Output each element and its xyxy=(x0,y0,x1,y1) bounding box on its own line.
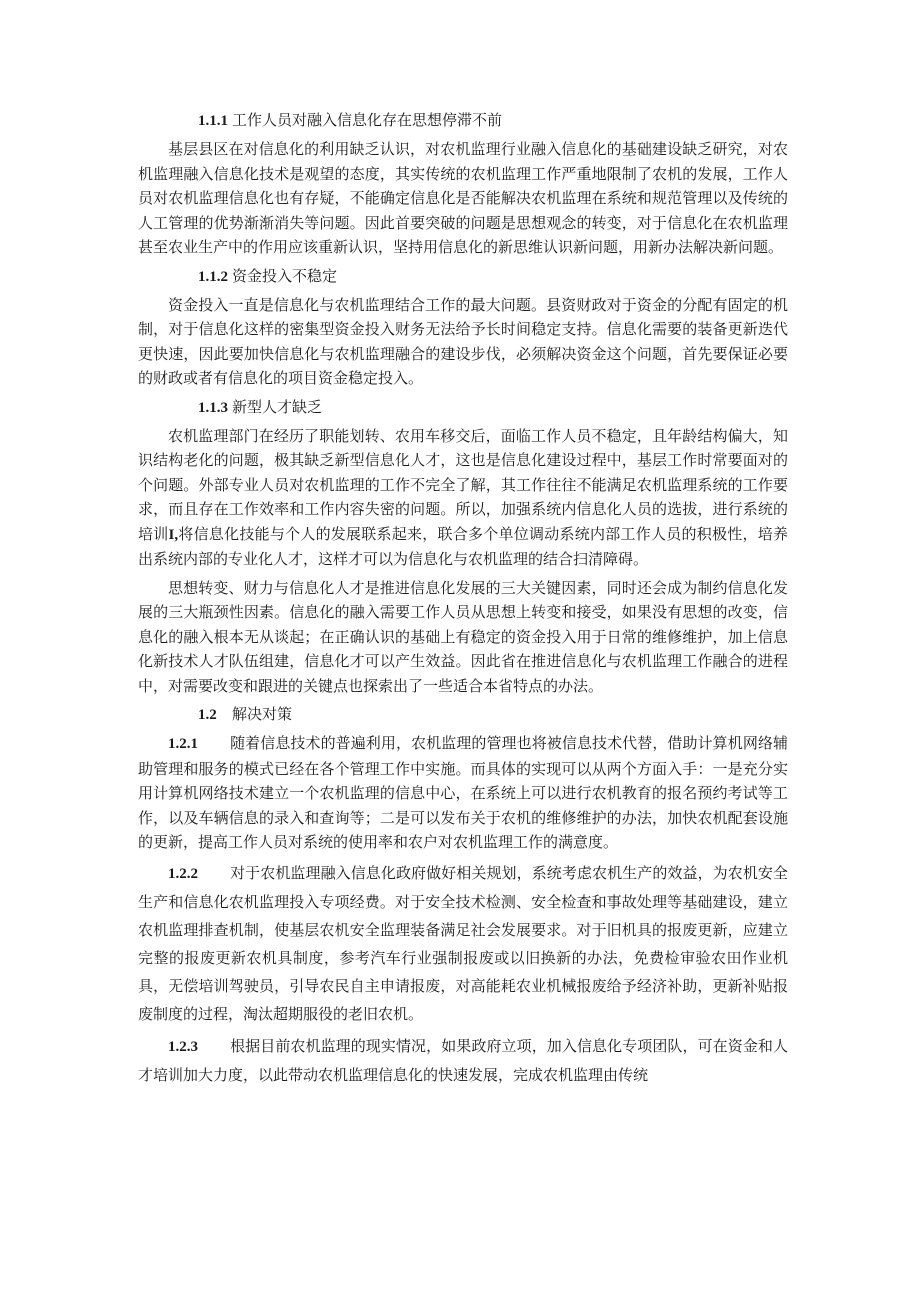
paragraph-text: 对于农机监理融入信息化政府做好相关规划，系统考虑农机生产的效益，为农机安全生产和信息化农机监理投入专项经费。对于安全技术检测、安全检查和事故处理等基础建设，建立农机监理排查机制，使基层农机安全监理装备满足社会发展要求。对于旧机具的报废更新，应建立完整的报废更新农机具制度，参考汽车行业强制报废或以旧换新的办法，免费检审验农田作业机具，无偿培训驾驶员，引导农民自主申请报废，对高能耗农业机械报废给予经济补助，更新补贴报废制度的过程，淘汰超期服役的老旧农机。 xyxy=(138,863,788,1023)
section-heading-1-1-2 xyxy=(138,264,788,289)
section-number: 1.2.1 xyxy=(168,736,198,752)
section-number: 1.2 xyxy=(198,707,217,723)
paragraph-text: 根据目前农机监理的现实情况，如果政府立项，加入信息化专项团队，可在资金和人才培训加大力度，以此带动农机监理信息化的快速发展，完成农机监理由传统 xyxy=(138,1036,788,1084)
paragraph-text: 随着信息技术的普遍利用，农机监理的管理也将被信息技术代替，借助计算机网络辅助管理和服务的模式已经在各个管理工作中实施。而具体的实现可以从两个方面入手：一是充分实用计算机网络技术建立一个农机监理的信息中心，在系统上可以进行农机教育的报名预约考试等工作，以及车辆信息的录入和查询等；二是可以发布关于农机的维修维护的办法，加快农机配套设施的更新，提高工作人员对系统的使用率和农户对农机监理工作的满意度。 xyxy=(138,734,788,851)
section-number: 1.1.1 xyxy=(198,113,228,129)
paragraph-1-1-3 xyxy=(138,424,788,572)
section-number: 1.2.3 xyxy=(168,1038,198,1055)
paragraph-1-2-3 xyxy=(138,1032,788,1089)
paragraph-summary: 思想转变、财力与信息化人才是推进信息化发展的三大关键因素，同时还会成为制约信息化发展的三大瓶颈性因素。信息化的融入需要工作人员从思想上转变和接受，如果没有思想的改变，信息化的融入根本无从谈起；在正确认识的基础上有稳定的资金投入用于日常的维修维护，加上信息化新技术人才队伍组建，信息化才可以产生效益。因此省在推进信息化与农机监理工作融合的进程中，对需要改变和跟进的关键点也探索出了一些适合本省特点的办法。 xyxy=(138,578,788,695)
section-title: 新型人才缺乏 xyxy=(232,397,323,416)
section-heading-1-2 xyxy=(138,702,788,727)
paragraph-1-2-2 xyxy=(138,859,788,1028)
paragraph-text: 将信息化技能与个人的发展联系起来，联合多个单位调动系统内部工作人员的积极性，培养出系统内部的专业化人才，这样才可以为信息化与农机监理的结合扫清障碍。 xyxy=(138,524,788,568)
paragraph-1-1-1: 基层县区在对信息化的利用缺乏认识，对农机监理行业融入信息化的基础建设缺乏研究，对农机监理融入信息化技术是观望的态度，其实传统的农机监理工作严重地限制了农机的发展，工作人员对农机监理信息化也有存疑，不能确定信息化是否能解决农机监理在系统和规范管理以及传统的人工管理的优势渐渐消失等问题。因此首要突破的问题是思想观念的转变，对于信息化在农机监理甚至农业生产中的作用应该重新认识，坚持用信息化的新思维认识新问题，用新办法解决新问题。 xyxy=(138,140,788,256)
section-heading-1-1-3 xyxy=(138,395,788,420)
document-page xyxy=(138,108,788,1093)
paragraph-bold-text: I, xyxy=(168,526,179,543)
paragraph-1-2-1 xyxy=(138,731,788,855)
section-number: 1.1.2 xyxy=(198,268,228,285)
section-title: 解决对策 xyxy=(232,705,293,723)
section-number: 1.2.2 xyxy=(168,865,198,882)
section-heading-1-1-1 xyxy=(138,108,788,133)
paragraph-text: 农机监理部门在经历了职能划转、农用车移交后，面临工作人员不稳定，且年龄结构偏大，知识结构老化的问题，极其缺乏新型信息化人才，这也是信息化建设过程中，基层工作时常要面对的个问题。外部专业人员对农机监理的工作不完全了解，其工作往往不能满足农机监理系统的工作要求，而且存在工作效率和工作内容失密的问题。所以，加强系统内信息化人员的选拔，进行系统的培训 xyxy=(138,426,788,543)
section-title: 工作人员对融入信息化存在思想停滞不前 xyxy=(232,111,503,129)
section-title: 资金投入不稳定 xyxy=(232,266,338,285)
section-number: 1.1.3 xyxy=(198,399,228,416)
paragraph-1-1-2: 资金投入一直是信息化与农机监理结合工作的最大问题。县资财政对于资金的分配有固定的机制，对于信息化这样的密集型资金投入财务无法给予长时间稳定支持。信息化需要的装备更新迭代更快速，因此要加快信息化与农机监理融合的建设步伐，必须解决资金这个问题，首先要保证必要的财政或者有信息化的项目资金稳定投入。 xyxy=(138,295,788,387)
